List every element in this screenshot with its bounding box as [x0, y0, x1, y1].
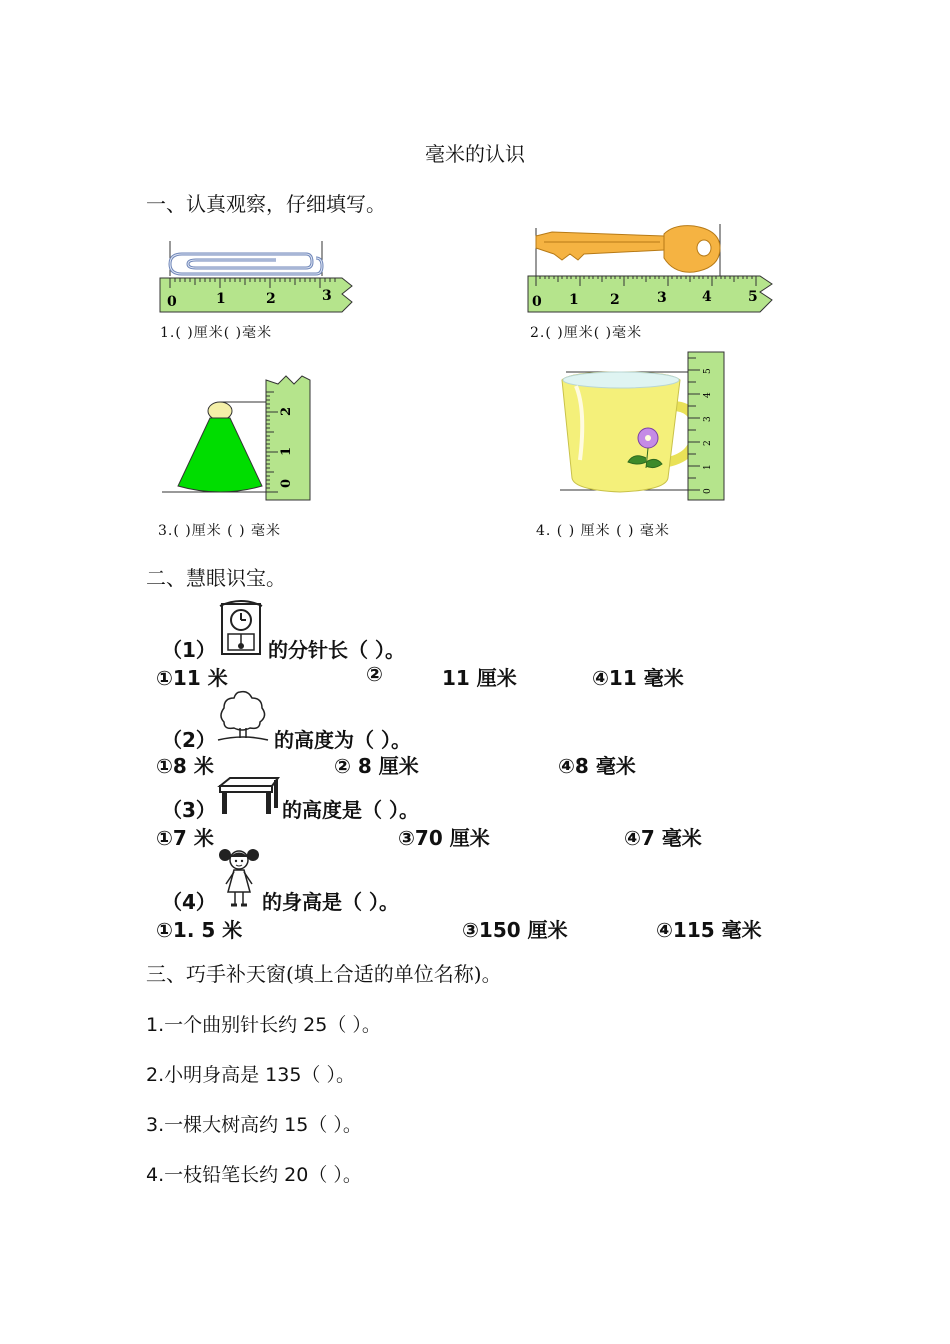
question-text: 的身高是（ ）。 — [262, 890, 399, 914]
option[interactable]: 11 厘米 — [442, 666, 517, 690]
question-text: 的高度为（ ）。 — [274, 728, 411, 752]
question-number: （3） — [162, 798, 216, 822]
option[interactable]: ①8 米 — [156, 754, 214, 778]
option[interactable]: ④115 毫米 — [656, 918, 762, 942]
table-icon — [216, 776, 282, 818]
ruler-tick-label: 1 — [279, 446, 294, 456]
cup-figure — [556, 350, 736, 506]
ruler-tick-label: 4 — [702, 289, 712, 305]
ruler-tick-label: 3 — [322, 288, 332, 304]
option[interactable]: ①7 米 — [156, 826, 214, 850]
ruler-tick-label: 0 — [703, 488, 713, 494]
clock-icon — [216, 598, 266, 658]
ruler — [688, 352, 724, 500]
section2-heading: 二、慧眼识宝。 — [146, 566, 286, 590]
ruler — [160, 278, 352, 312]
option[interactable]: ④7 毫米 — [624, 826, 702, 850]
cup-icon — [560, 372, 696, 492]
question-text: 的分针长（ ）。 — [268, 638, 405, 662]
cone-figure — [158, 374, 318, 504]
option[interactable]: ② 8 厘米 — [334, 754, 419, 778]
key-icon — [536, 224, 720, 278]
item2-caption: 2.( )厘米( )毫米 — [530, 325, 643, 341]
question-number: （2） — [162, 728, 216, 752]
fill-item: 4.一枝铅笔长约 20（ ）。 — [146, 1164, 362, 1186]
option[interactable]: ④8 毫米 — [558, 754, 636, 778]
ruler-tick-label: 1 — [703, 464, 713, 470]
paperclip-icon — [170, 241, 322, 276]
ruler-tick-label: 4 — [703, 392, 713, 398]
ruler-tick-label: 3 — [657, 290, 667, 306]
ruler-tick-label: 0 — [279, 478, 294, 488]
ruler-tick-label: 0 — [167, 294, 177, 310]
question-number: （4） — [162, 890, 216, 914]
section1-heading: 一、认真观察，仔细填写。 — [146, 192, 386, 216]
option[interactable]: ② — [366, 662, 383, 686]
tree-icon — [214, 688, 272, 744]
ruler-tick-label: 5 — [703, 368, 713, 374]
ruler-tick-label: 3 — [703, 416, 713, 422]
ruler-tick-label: 2 — [610, 292, 620, 308]
ruler-tick-label: 2 — [266, 291, 276, 307]
girl-icon — [218, 846, 260, 910]
key-figure — [524, 222, 780, 318]
ruler — [528, 276, 772, 312]
ruler-tick-label: 0 — [532, 294, 542, 310]
item1-caption: 1.( )厘米( )毫米 — [160, 325, 273, 341]
section3-heading: 三、巧手补天窗(填上合适的单位名称)。 — [146, 962, 502, 986]
ruler-tick-label: 1 — [569, 292, 579, 308]
item4-caption: 4. ( ) 厘米 ( ) 毫米 — [536, 523, 670, 539]
fill-item: 3.一棵大树高约 15（ ）。 — [146, 1114, 362, 1136]
paperclip-figure — [156, 236, 356, 316]
option[interactable]: ①1. 5 米 — [156, 918, 243, 942]
item3-caption: 3.( )厘米 ( ) 毫米 — [158, 523, 282, 539]
fill-item: 1.一个曲别针长约 25（ ）。 — [146, 1014, 381, 1036]
fill-item: 2.小明身高是 135（ ）。 — [146, 1064, 355, 1086]
cone-icon — [162, 402, 266, 492]
ruler-tick-label: 1 — [216, 291, 226, 307]
ruler-tick-label: 5 — [748, 289, 758, 305]
ruler — [266, 376, 310, 500]
option[interactable]: ④11 毫米 — [592, 666, 684, 690]
option[interactable]: ③150 厘米 — [462, 918, 568, 942]
option[interactable]: ③70 厘米 — [398, 826, 490, 850]
option[interactable]: ①11 米 — [156, 666, 228, 690]
ruler-tick-label: 2 — [703, 440, 713, 446]
question-number: （1） — [162, 638, 216, 662]
question-text: 的高度是（ ）。 — [282, 798, 419, 822]
page-title: 毫米的认识 — [425, 142, 525, 166]
ruler-tick-label: 2 — [279, 406, 294, 416]
